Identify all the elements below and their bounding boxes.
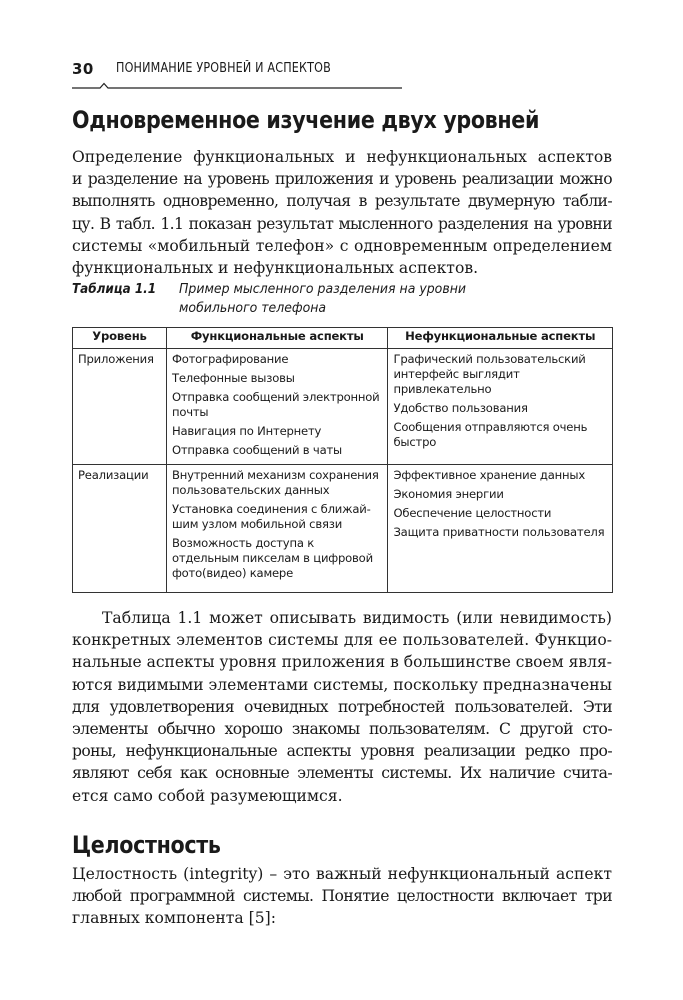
aspect-item: Навигация по Интернету: [171, 424, 322, 438]
table-caption-text: Пример мысленного разделения на уровни мобильного телефона: [179, 282, 466, 316]
aspect-item: Телефонные вызовы: [171, 371, 295, 385]
text-line: системы «мобильный телефон» с одновременным определением: [72, 236, 612, 255]
text-line: и разделение на уровень приложения и уровень реализации можно: [72, 170, 612, 189]
aspect-item: Защита приватности пользователя: [393, 525, 605, 539]
text-line: любой программной системы. Понятие целостности включает три: [72, 887, 612, 906]
column-header-functional: Функциональные аспекты: [166, 328, 388, 349]
text-line: цу. В табл. 1.1 показан результат мысленного разделения на уровни: [72, 214, 612, 233]
aspect-item: Отправка сообщений в чаты: [171, 443, 342, 457]
text-line: главных компонента [5]:: [72, 909, 276, 928]
text-line: конкретных элементов системы для ее пользователей. Функцио-: [72, 631, 612, 650]
text-line: являют себя как основные элементы системы. Их наличие счита-: [72, 764, 612, 783]
aspect-item: Эффективное хранение данных: [393, 468, 585, 482]
functional-cell: [166, 349, 388, 465]
table-header-row: [73, 328, 613, 349]
aspect-item: Возможность доступа к отдельным пикселам в цифровой фото(видео) камере: [171, 536, 373, 580]
aspect-item: Установка соединения с ближай-шим узлом мобильной связи: [171, 502, 371, 531]
text-line: Определение функциональных и нефункциональных аспектов: [72, 148, 612, 166]
text-line: ется само собой разумеющимся.: [72, 786, 343, 805]
table-row-implementation: [73, 465, 613, 593]
integrity-paragraph: [72, 863, 612, 930]
nonfunctional-cell: [388, 465, 613, 593]
aspect-item: Удобство пользования: [393, 401, 528, 415]
chapter-running-title: ПОНИМАНИЕ УРОВНЕЙ И АСПЕКТОВ: [116, 61, 331, 76]
text-line: ются видимыми элементами системы, поскольку предназначены: [72, 675, 612, 694]
text-line: для удовлетворения очевидных потребностей пользователей. Эти: [72, 697, 612, 716]
text-line: роны, нефункциональные аспекты уровня реализации редко про-: [72, 742, 612, 761]
aspect-item: Внутренний механизм сохранения пользовательских данных: [171, 468, 379, 497]
table-row-application: [73, 349, 613, 465]
text-line: Целостность (integrity) – это важный нефункциональный аспект: [72, 865, 612, 883]
aspect-item: Графический пользовательский интерфейс выглядит привлекательно: [393, 352, 586, 396]
text-line: выполнять одновременно, получая в результате двумерную табли-: [72, 192, 612, 211]
text-line: Таблица 1.1 может описывать видимость (или невидимость): [102, 609, 612, 627]
aspect-item: Обеспечение целостности: [393, 506, 552, 520]
visibility-paragraph: [72, 607, 612, 807]
column-header-level: Уровень: [73, 328, 167, 349]
aspect-item: Фотографирование: [171, 352, 289, 366]
intro-paragraph: [72, 146, 612, 279]
section-heading-integrity: Целостность: [72, 831, 221, 859]
aspect-item: Экономия энергии: [393, 487, 504, 501]
page-number: 30: [72, 60, 94, 78]
text-line: функциональных и нефункциональных аспектов.: [72, 258, 479, 277]
table-caption-label: Таблица 1.1: [72, 282, 157, 297]
text-line: нальные аспекты уровня приложения в большинстве своем явля-: [72, 653, 612, 672]
running-head: [72, 60, 492, 90]
text-line: элементы обычно хорошо знакомы пользователям. С другой сто-: [72, 719, 612, 738]
level-cell: Реализации: [73, 465, 167, 593]
functional-cell: [166, 465, 388, 593]
section-heading-two-levels: Одновременное изучение двух уровней: [72, 106, 540, 134]
nonfunctional-cell: [388, 349, 613, 465]
column-header-nonfunctional: Нефункциональные аспекты: [388, 328, 613, 349]
aspect-item: Отправка сообщений электронной почты: [171, 390, 380, 419]
levels-aspects-table: [72, 327, 613, 593]
header-rule-decoration: [72, 82, 402, 90]
level-cell: Приложения: [73, 349, 167, 465]
aspect-item: Сообщения отправляются очень быстро: [393, 420, 588, 449]
